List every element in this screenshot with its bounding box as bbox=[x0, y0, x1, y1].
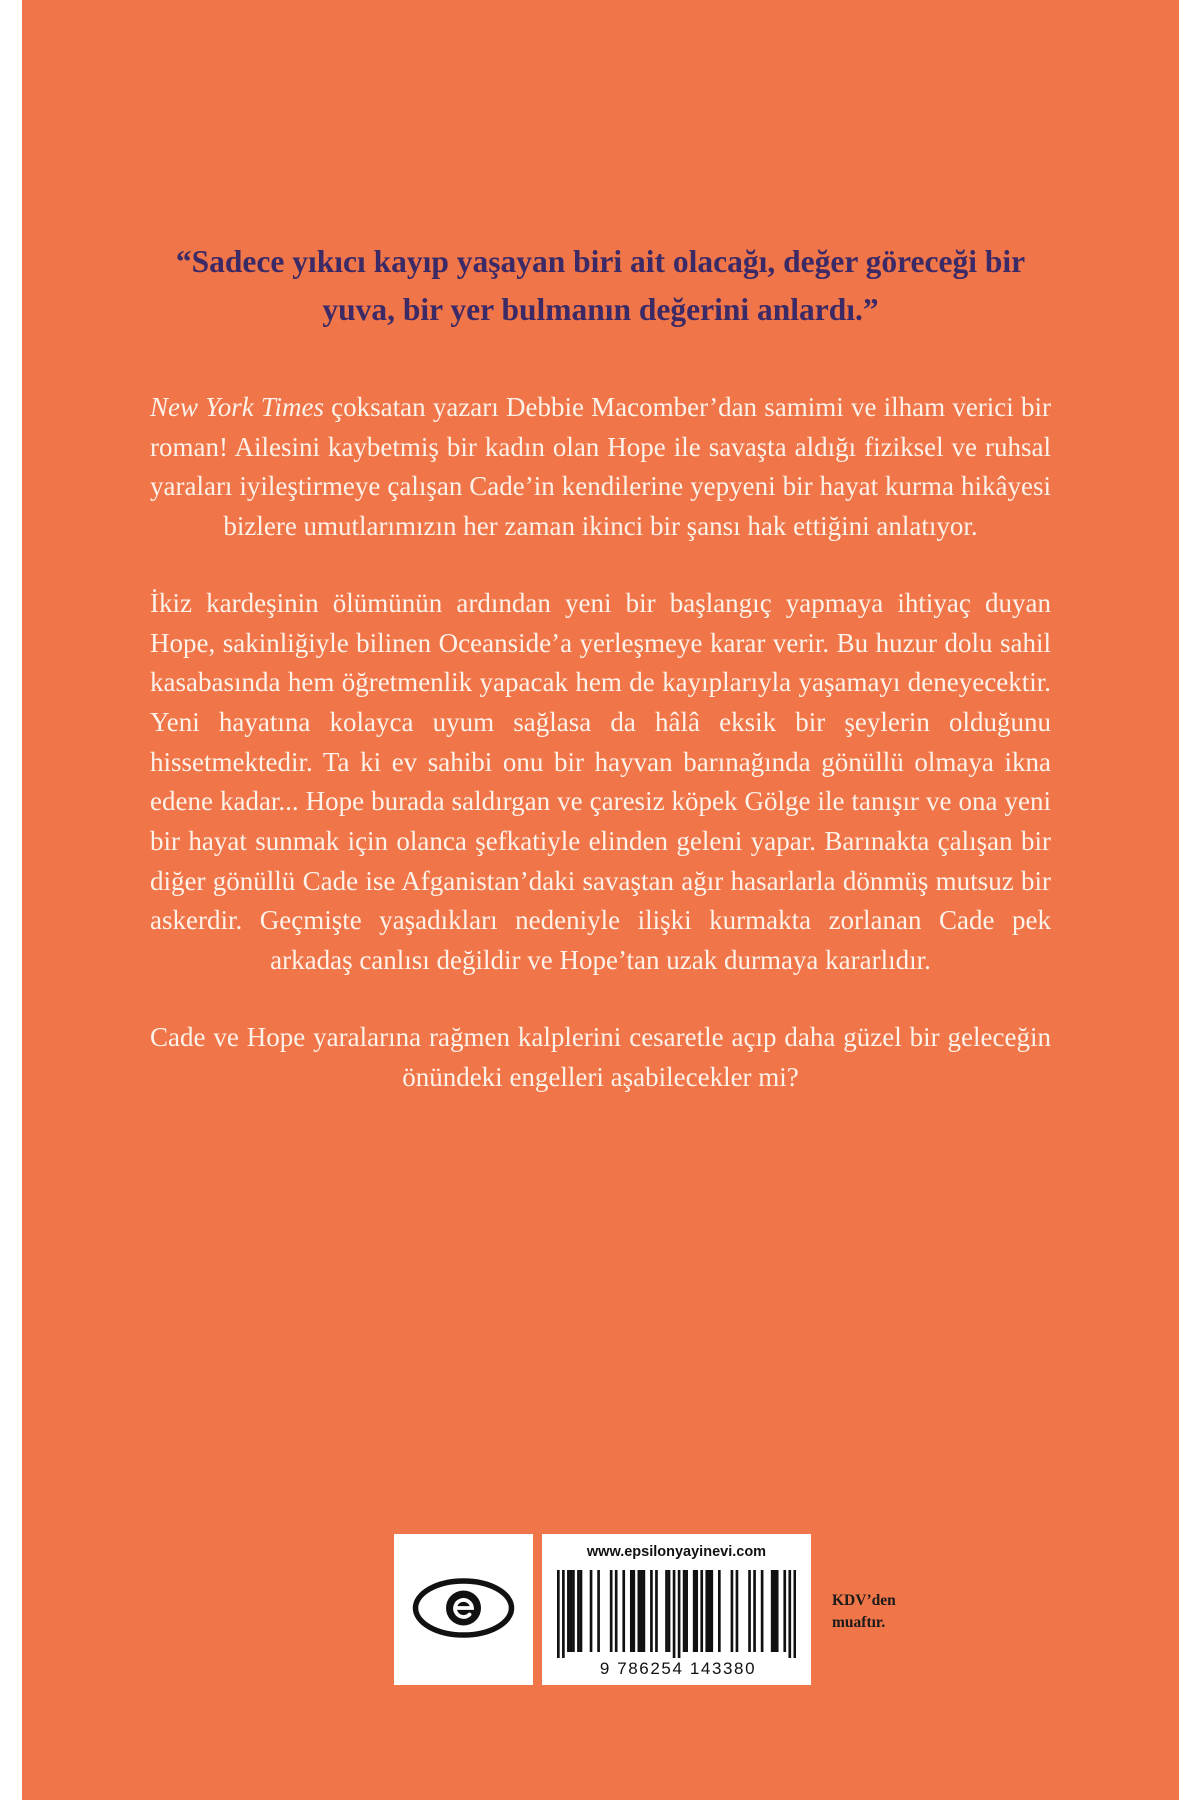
barcode-bar bbox=[731, 1570, 734, 1652]
barcode-bar bbox=[776, 1570, 779, 1652]
barcode-bar bbox=[693, 1570, 696, 1652]
barcode-bar bbox=[615, 1570, 618, 1652]
blurb-paragraph-2: İkiz kardeşinin ölümünün ardından yeni bir başlangıç yapmaya ihtiyaç duyan Hope, sakinliğiyle bilinen Oceanside’a yerleşmeye karar verir. Bu huzur dolu sahil kasabasında hem öğretmenlik yapacak hem de kayıplarıyla yaşamayı deneyecektir. Yeni hayatına kolayca uyum sağlasa da hâlâ eksik bir şeylerin olduğunu hissetmektedir. Ta ki ev sahibi onu bir hayvan barınağında gönüllü olmaya ikna edene kadar... Hope burada saldırgan ve çaresiz köpek Gölge ile tanışır ve ona yeni bir hayat sunmak için olanca şefkatiyle elinden geleni yapar. Barınakta çalışan bir diğer gönüllü Cade ise Afganistan’daki savaştan ağır hasarlarla dönmüş mutsuz bir askerdir. Geçmişte yaşadıkları nedeniyle ilişki kurmakta zorlanan Cade pek arkadaş canlısı değildir ve Hope’tan uzak durmaya kararlıdır. bbox=[150, 587, 1051, 976]
barcode-bar bbox=[567, 1570, 570, 1652]
newspaper-title: New York Times bbox=[150, 392, 324, 422]
barcode-bar bbox=[761, 1570, 764, 1652]
isbn-number: 9 786254 143380 bbox=[599, 1659, 757, 1678]
barcode-bar bbox=[788, 1570, 791, 1658]
publisher-website: www.epsilonyayinevi.com bbox=[586, 1544, 767, 1560]
barcode-bar bbox=[710, 1570, 713, 1652]
barcode-bar bbox=[638, 1570, 641, 1652]
barcode-bar bbox=[753, 1570, 756, 1652]
publisher-logo-box bbox=[394, 1534, 533, 1685]
barcode-bar bbox=[673, 1570, 676, 1658]
epsilon-e-icon bbox=[411, 1576, 516, 1640]
barcode-bar bbox=[632, 1570, 635, 1652]
pull-quote: “Sadece yıkıcı kayıp yaşayan biri ait olacağı, değer göreceği bir yuva, bir yer bulmanın değerini anlardı.” bbox=[175, 244, 1026, 327]
barcode-bar bbox=[610, 1570, 613, 1652]
blurb-paragraph-3: Cade ve Hope yaralarına rağmen kalplerini cesaretle açıp daha güzel bir geleceğin önündeki engelleri aşabilecekler mi? bbox=[150, 1021, 1051, 1092]
barcode-bar bbox=[771, 1570, 774, 1652]
barcode-bar bbox=[695, 1570, 698, 1652]
barcode-bar bbox=[590, 1570, 593, 1652]
barcode-bar bbox=[748, 1570, 751, 1652]
barcode-bar bbox=[562, 1570, 565, 1658]
barcode-bar bbox=[640, 1570, 643, 1652]
barcode-bar bbox=[570, 1570, 573, 1652]
barcode-bar bbox=[643, 1570, 646, 1652]
isbn-barcode bbox=[557, 1570, 796, 1658]
barcode-bar bbox=[580, 1570, 583, 1652]
blurb-paragraph-1-text: çoksatan yazarı Debbie Macomber’dan samimi ve ilham verici bir roman! Ailesini kaybetmiş bir kadın olan Hope ile savaşta aldığı fiziksel ve ruhsal yaraları iyileştirmeye çalışan Cade’in kendilerine yepyeni bir hayat kurma hikâyesi bizlere umutlarımızın her zaman ikinci bir şansı hak ettiğini anlatıyor. bbox=[150, 392, 1051, 542]
barcode-box bbox=[542, 1534, 811, 1685]
barcode-bar bbox=[557, 1570, 560, 1658]
tax-note-line-2: muaftır. bbox=[832, 1614, 886, 1631]
blurb bbox=[150, 388, 1051, 1134]
barcode-bar bbox=[773, 1570, 776, 1652]
barcode-bar bbox=[705, 1570, 708, 1652]
barcode-bar bbox=[783, 1570, 786, 1652]
barcode-bar bbox=[650, 1570, 653, 1652]
barcode-bar bbox=[577, 1570, 580, 1652]
barcode-bar bbox=[793, 1570, 796, 1658]
barcode-bar bbox=[736, 1570, 739, 1652]
barcode-bar bbox=[622, 1570, 625, 1652]
barcode-bar bbox=[685, 1570, 688, 1652]
barcode-bar bbox=[655, 1570, 658, 1652]
tax-note-line-1: KDV’den bbox=[832, 1592, 896, 1609]
barcode-bar bbox=[700, 1570, 703, 1652]
barcode-bar bbox=[597, 1570, 600, 1652]
tax-exemption-note bbox=[832, 1590, 932, 1634]
barcode-bar bbox=[668, 1570, 671, 1652]
barcode-bar bbox=[683, 1570, 686, 1652]
back-cover bbox=[22, 0, 1179, 1800]
barcode-bar bbox=[708, 1570, 711, 1652]
barcode-bar bbox=[665, 1570, 668, 1652]
barcode-bar bbox=[718, 1570, 721, 1652]
barcode-bar bbox=[678, 1570, 681, 1658]
barcode-bar bbox=[630, 1570, 633, 1652]
blurb-paragraph-1 bbox=[150, 388, 1051, 547]
barcode-bar bbox=[572, 1570, 575, 1652]
